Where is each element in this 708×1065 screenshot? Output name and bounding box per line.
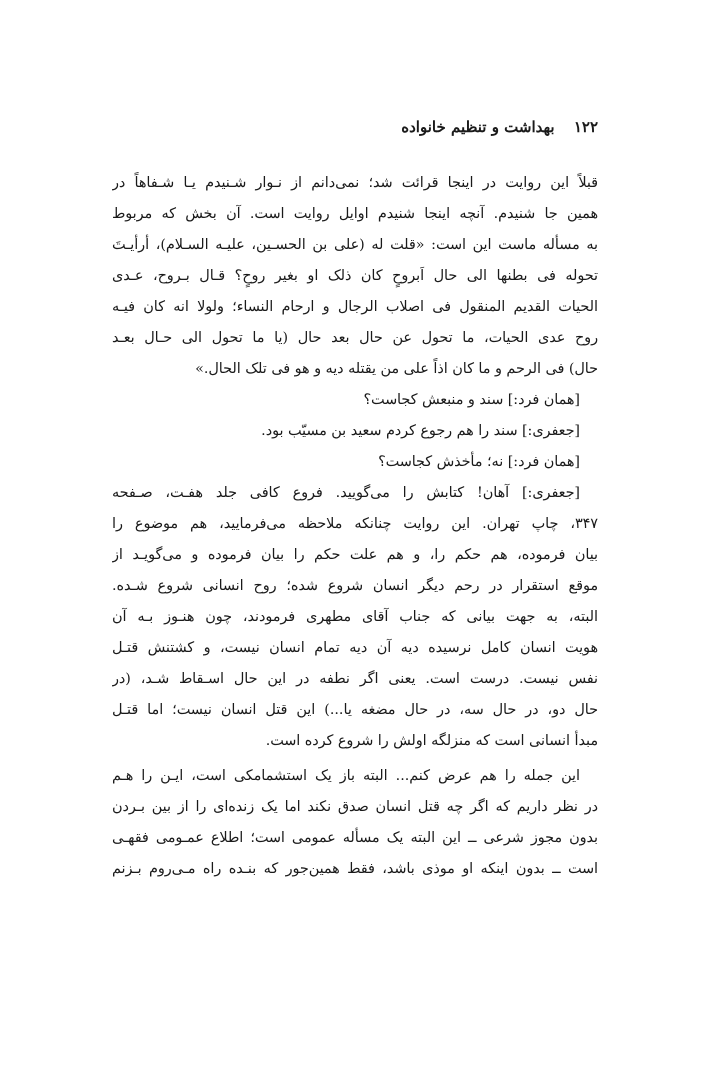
- dialogue-line: [همان فرد:] سند و منبعش کجاست؟: [363, 392, 580, 408]
- text-line: مبدأ انسانی است که منزلگه اولش را شروع کرده است.: [265, 733, 598, 749]
- text-line: است ــ بدون اینکه او موذی باشد، فقط همین‌جور که بنـده راه مـی‌روم بـزنم: [112, 861, 598, 877]
- dialogue-line: [جعفری:] آهان! کتابش را می‌گویید. فروع کافی جلد هفـت، صـفحه: [112, 485, 580, 501]
- running-header: [401, 118, 598, 136]
- text-line: قبلاً این روایت در اینجا قرائت شد؛ نمی‌دانم از نـوار شـنیدم یـا شـفاهاً در: [112, 175, 598, 191]
- text-line: حال) فی الرحم و ما کان اذاً علی من یقتله دیه و هو فی تلک الحال.»: [195, 361, 598, 377]
- text-line: البته، به جهت بیانی که جناب آقای مطهری فرمودند، چون هنـوز بـه آن: [112, 609, 598, 625]
- text-line: به مسأله ماست این است: «قلت له (علی بن الحسـین، علیـه السـلام)، أرأیـتَ: [112, 237, 598, 253]
- dialogue-line: [همان فرد:] نه؛ مأخذش کجاست؟: [378, 454, 580, 470]
- dialogue-line: [جعفری:] سند را هم رجوع کردم سعید بن مسیّب بود.: [261, 423, 580, 439]
- text-line: در نظر داریم که اگر چه قتل انسان صدق نکند اما یک زنده‌ای را از بین بـردن: [112, 799, 598, 815]
- text-line: هویت انسان کامل نرسیده دیه آن دیه تمام انسان نیست، و کشتنش قتـل: [112, 640, 598, 656]
- text-line: حال دو، در حال سه، در حال مضغه یا...) این قتل انسان نیست؛ اما قتـل: [112, 702, 598, 718]
- text-line: روح عدی الحیات، ما تحول عن حال بعد حال (یا ما تحول الی حـال بعـد: [112, 330, 598, 346]
- text-line: این جمله را هم عرض کنم... البته باز یک استشمامکی است، ایـن را هـم: [112, 768, 580, 784]
- running-title: بهداشت و تنظیم خانواده: [401, 118, 555, 136]
- text-line: همین جا شنیدم. آنچه اینجا شنیدم اوایل روایت است. آن بخش که مربوط: [112, 206, 598, 222]
- text-line: بیان فرموده، هم حکم را، و هم علت حکم را بیان فرموده و می‌گویـد از: [112, 547, 598, 563]
- page-number: ۱۲۲: [573, 118, 598, 136]
- body-text: [112, 168, 598, 885]
- text-line: تحوله فی بطنها الی حال اَبروحٍ کان ذلک او بغیر روحٍ؟ قـال بـروح، عـدی: [112, 268, 598, 284]
- text-line: بدون مجوز شرعی ــ این البته یک مسأله عمومی است؛ اطلاع عمـومی فقهـی: [112, 830, 598, 846]
- text-line: ۳۴۷، چاپ تهران. این روایت چنانکه ملاحظه می‌فرمایید، هم موضوع را: [112, 516, 598, 532]
- text-line: نفس نیست. درست است. یعنی اگر نطفه در این حال اسـقاط شـد، (در: [112, 671, 598, 687]
- text-line: الحیات القدیم المنقول فی اصلاب الرجال و ارحام النساء؛ ولولا انه کان فیـه: [112, 299, 598, 315]
- text-line: موقع استقرار در رحم دیگر انسان شروع شده؛ روح انسانی شروع شـده.: [112, 578, 598, 594]
